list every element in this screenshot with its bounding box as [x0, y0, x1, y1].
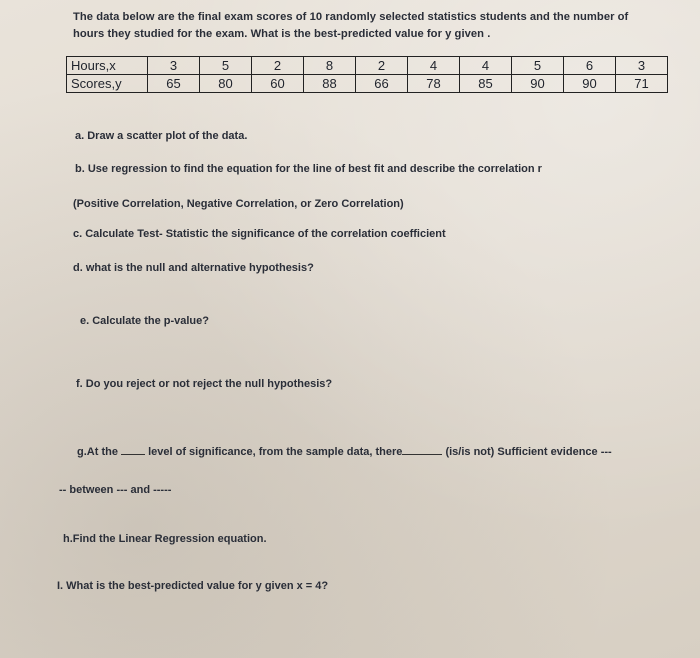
intro-line-1: The data below are the final exam scores of 10 randomly selected statistics students and the number of [73, 11, 629, 23]
question-g-part1: g.At the [77, 446, 118, 458]
hours-cell: 8 [304, 57, 356, 75]
scores-label: Scores,y [67, 75, 148, 93]
question-i: I. What is the best-predicted value for y given x = 4? [57, 580, 329, 592]
question-g-part3: (is/is not) Sufficient evidence --- [445, 446, 612, 458]
question-g-line2: -- between --- and ----- [59, 484, 172, 496]
hours-cell: 3 [616, 57, 668, 75]
score-cell: 88 [304, 75, 356, 93]
question-c: c. Calculate Test- Statistic the significance of the correlation coefficient [73, 228, 446, 240]
score-cell: 71 [616, 75, 668, 93]
score-cell: 78 [408, 75, 460, 93]
is-is-not-blank[interactable] [402, 444, 442, 455]
hours-cell: 2 [252, 57, 304, 75]
intro-paragraph [73, 9, 663, 43]
score-cell: 65 [148, 75, 200, 93]
intro-line-2: hours they studied for the exam. What is the best-predicted value for y given . [73, 28, 491, 40]
score-cell: 66 [356, 75, 408, 93]
score-cell: 85 [460, 75, 512, 93]
hours-cell: 4 [408, 57, 460, 75]
question-b: b. Use regression to find the equation for the line of best fit and describe the correlation r [75, 163, 542, 175]
question-h: h.Find the Linear Regression equation. [63, 533, 267, 545]
hours-cell: 6 [564, 57, 616, 75]
question-g [77, 444, 612, 458]
question-g-part2: level of significance, from the sample data, there [148, 446, 403, 458]
question-b-options: (Positive Correlation, Negative Correlation, or Zero Correlation) [73, 198, 404, 210]
hours-cell: 4 [460, 57, 512, 75]
score-cell: 90 [564, 75, 616, 93]
hours-cell: 2 [356, 57, 408, 75]
hours-row [67, 57, 668, 75]
hours-cell: 5 [200, 57, 252, 75]
significance-level-blank[interactable] [121, 444, 145, 455]
scores-row [67, 75, 668, 93]
score-cell: 60 [252, 75, 304, 93]
hours-cell: 5 [512, 57, 564, 75]
question-a: a. Draw a scatter plot of the data. [75, 130, 248, 142]
question-f: f. Do you reject or not reject the null hypothesis? [76, 378, 333, 390]
hours-cell: 3 [148, 57, 200, 75]
question-d: d. what is the null and alternative hypothesis? [73, 262, 314, 274]
question-e: e. Calculate the p-value? [80, 315, 209, 327]
data-table [66, 56, 668, 93]
hours-label: Hours,x [67, 57, 148, 75]
score-cell: 90 [512, 75, 564, 93]
score-cell: 80 [200, 75, 252, 93]
